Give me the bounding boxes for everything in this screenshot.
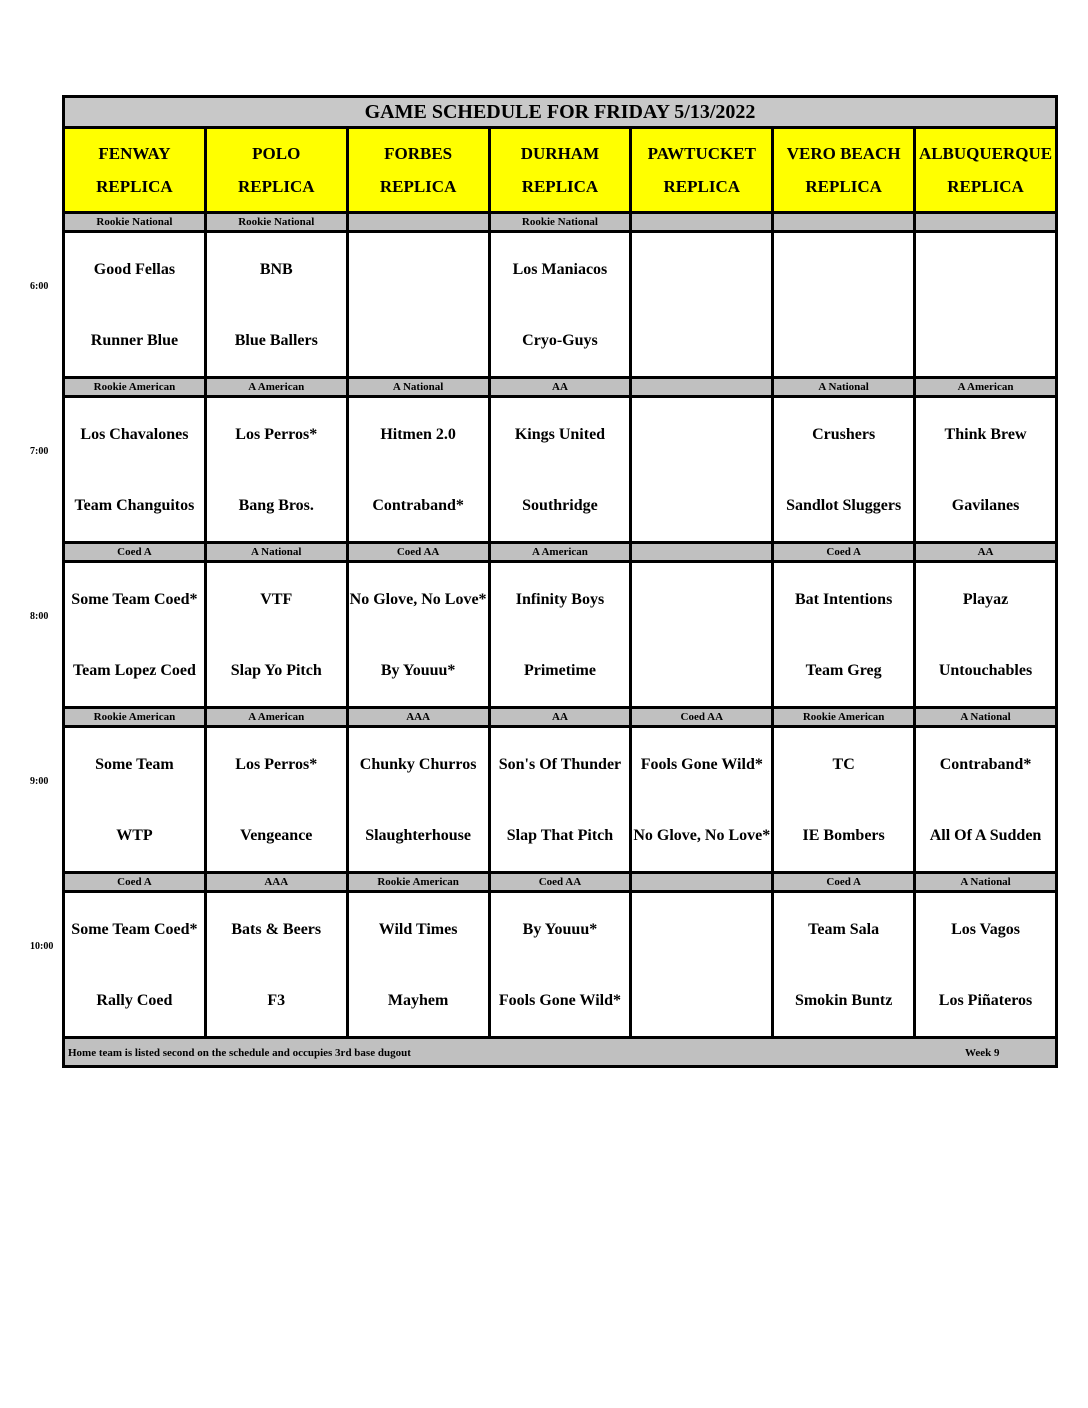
field-name: FENWAY bbox=[98, 144, 171, 163]
division-label: A National bbox=[773, 378, 915, 397]
home-team: Cryo-Guys bbox=[522, 331, 598, 349]
away-team: By Youuu* bbox=[522, 920, 598, 938]
away-team bbox=[632, 399, 771, 470]
division-label bbox=[915, 213, 1057, 232]
field-header bbox=[631, 128, 773, 213]
division-label bbox=[773, 213, 915, 232]
division-label: Coed A bbox=[64, 873, 206, 892]
away-team: Chunky Churros bbox=[359, 755, 477, 773]
game-cell bbox=[205, 397, 347, 543]
field-name: POLO bbox=[252, 144, 301, 163]
schedule-title: GAME SCHEDULE FOR FRIDAY 5/13/2022 bbox=[64, 97, 1057, 128]
field-header-row bbox=[64, 128, 1057, 213]
home-team bbox=[632, 635, 771, 706]
home-team: WTP bbox=[116, 826, 153, 844]
game-cell bbox=[347, 397, 489, 543]
division-label: Rookie American bbox=[64, 378, 206, 397]
game-cell bbox=[631, 727, 773, 873]
division-label bbox=[631, 873, 773, 892]
away-team: Son's Of Thunder bbox=[498, 755, 622, 773]
game-cell bbox=[915, 232, 1057, 378]
division-label: A National bbox=[205, 543, 347, 562]
away-team: Good Fellas bbox=[93, 260, 176, 278]
away-team: No Glove, No Love* bbox=[349, 590, 487, 608]
away-team: Infinity Boys bbox=[515, 590, 605, 608]
field-name: PAWTUCKET bbox=[647, 144, 756, 163]
away-team: BNB bbox=[259, 260, 293, 278]
away-team: Think Brew bbox=[944, 425, 1027, 443]
division-row bbox=[64, 873, 1057, 892]
away-team bbox=[632, 894, 771, 965]
game-cell bbox=[773, 397, 915, 543]
game-row bbox=[64, 892, 1057, 1038]
division-label: A National bbox=[915, 708, 1057, 727]
home-team: By Youuu* bbox=[380, 661, 456, 679]
home-team: Blue Ballers bbox=[234, 331, 318, 349]
division-label: A American bbox=[205, 708, 347, 727]
game-cell bbox=[205, 232, 347, 378]
field-header bbox=[915, 128, 1057, 213]
away-team: Some Team Coed* bbox=[71, 590, 198, 608]
field-name: FORBES bbox=[384, 144, 453, 163]
home-team: Fools Gone Wild* bbox=[498, 991, 621, 1009]
game-cell bbox=[631, 562, 773, 708]
division-label: Rookie National bbox=[205, 213, 347, 232]
division-label bbox=[631, 378, 773, 397]
game-cell bbox=[489, 562, 631, 708]
away-team: Team Sala bbox=[808, 920, 880, 938]
away-team bbox=[632, 234, 771, 305]
home-team: Slap That Pitch bbox=[506, 826, 614, 844]
division-row bbox=[64, 708, 1057, 727]
division-label: A American bbox=[205, 378, 347, 397]
home-team: Primetime bbox=[523, 661, 596, 679]
division-label: Rookie National bbox=[489, 213, 631, 232]
game-cell bbox=[773, 232, 915, 378]
home-team bbox=[632, 305, 771, 376]
division-label bbox=[347, 213, 489, 232]
field-type: REPLICA bbox=[663, 177, 741, 196]
away-team: Crushers bbox=[812, 425, 876, 443]
game-cell bbox=[915, 727, 1057, 873]
game-cell bbox=[64, 727, 206, 873]
division-label: Coed AA bbox=[489, 873, 631, 892]
away-team: Wild Times bbox=[378, 920, 458, 938]
field-type: REPLICA bbox=[96, 177, 173, 196]
away-team: Los Maniacos bbox=[512, 260, 608, 278]
away-team: Kings United bbox=[514, 425, 606, 443]
away-team: Some Team bbox=[95, 755, 174, 773]
time-label: 10:00 bbox=[30, 940, 54, 952]
time-label: 7:00 bbox=[30, 445, 49, 457]
away-team: Bats & Beers bbox=[231, 920, 322, 938]
game-cell bbox=[631, 232, 773, 378]
field-header bbox=[773, 128, 915, 213]
field-name: ALBUQUERQUE bbox=[918, 144, 1053, 163]
time-label: 8:00 bbox=[30, 610, 49, 622]
time-label: 6:00 bbox=[30, 280, 49, 292]
away-team: Los Perros* bbox=[235, 425, 318, 443]
home-team bbox=[774, 305, 913, 376]
game-cell bbox=[773, 562, 915, 708]
home-team: Slap Yo Pitch bbox=[230, 661, 322, 679]
home-team: Southridge bbox=[522, 496, 598, 514]
game-cell bbox=[205, 892, 347, 1038]
game-row bbox=[64, 562, 1057, 708]
away-team: Los Vagos bbox=[951, 920, 1020, 938]
footer-note: Home team is listed second on the schedule and occupies 3rd base dugout bbox=[68, 1047, 411, 1059]
game-row bbox=[64, 397, 1057, 543]
game-cell bbox=[64, 397, 206, 543]
game-row bbox=[64, 232, 1057, 378]
division-label bbox=[631, 543, 773, 562]
field-header bbox=[347, 128, 489, 213]
division-label: Coed AA bbox=[347, 543, 489, 562]
division-label: AA bbox=[489, 378, 631, 397]
field-header bbox=[64, 128, 206, 213]
game-cell bbox=[205, 562, 347, 708]
away-team bbox=[774, 234, 913, 305]
home-team bbox=[916, 305, 1055, 376]
game-row bbox=[64, 727, 1057, 873]
home-team: Team Changuitos bbox=[74, 496, 195, 514]
division-label: Coed A bbox=[64, 543, 206, 562]
away-team: Los Chavalones bbox=[80, 425, 189, 443]
game-cell bbox=[915, 562, 1057, 708]
away-team: Contraband* bbox=[939, 755, 1032, 773]
away-team: Fools Gone Wild* bbox=[640, 755, 763, 773]
game-cell bbox=[64, 562, 206, 708]
time-label: 9:00 bbox=[30, 775, 49, 787]
home-team: F3 bbox=[267, 991, 286, 1009]
home-team: Vengeance bbox=[240, 826, 313, 844]
home-team: Gavilanes bbox=[951, 496, 1020, 514]
game-cell bbox=[64, 232, 206, 378]
game-cell bbox=[64, 892, 206, 1038]
division-label: A National bbox=[915, 873, 1057, 892]
home-team bbox=[632, 470, 771, 541]
game-cell bbox=[347, 562, 489, 708]
away-team bbox=[349, 234, 488, 305]
away-team: TC bbox=[832, 755, 855, 773]
home-team: Rally Coed bbox=[96, 991, 173, 1009]
home-team bbox=[632, 965, 771, 1036]
division-row bbox=[64, 213, 1057, 232]
home-team: IE Bombers bbox=[802, 826, 885, 844]
home-team: Team Greg bbox=[805, 661, 882, 679]
game-cell bbox=[773, 892, 915, 1038]
home-team: All Of A Sudden bbox=[929, 826, 1042, 844]
game-cell bbox=[489, 892, 631, 1038]
division-label: Rookie American bbox=[347, 873, 489, 892]
away-team: Hitmen 2.0 bbox=[380, 425, 456, 443]
away-team: Playaz bbox=[962, 590, 1009, 608]
division-row bbox=[64, 543, 1057, 562]
home-team: Team Lopez Coed bbox=[72, 661, 196, 679]
game-cell bbox=[773, 727, 915, 873]
away-team: Los Perros* bbox=[235, 755, 318, 773]
field-header bbox=[205, 128, 347, 213]
division-label: Rookie American bbox=[773, 708, 915, 727]
field-type: REPLICA bbox=[521, 177, 599, 196]
division-label: AAA bbox=[347, 708, 489, 727]
game-cell bbox=[489, 727, 631, 873]
home-team: Los Piñateros bbox=[938, 991, 1033, 1009]
field-type: REPLICA bbox=[379, 177, 457, 196]
division-label bbox=[631, 213, 773, 232]
division-label: A American bbox=[489, 543, 631, 562]
game-cell bbox=[347, 727, 489, 873]
footer bbox=[64, 1038, 1057, 1067]
game-cell bbox=[489, 232, 631, 378]
footer-row bbox=[64, 1038, 1057, 1067]
home-team: Contraband* bbox=[372, 496, 464, 514]
division-label: Coed A bbox=[773, 873, 915, 892]
home-team: Smokin Buntz bbox=[794, 991, 893, 1009]
home-team: Bang Bros. bbox=[238, 496, 314, 514]
game-cell bbox=[347, 892, 489, 1038]
division-label: AA bbox=[489, 708, 631, 727]
division-label: AA bbox=[915, 543, 1057, 562]
home-team bbox=[349, 305, 488, 376]
division-label: A American bbox=[915, 378, 1057, 397]
game-cell bbox=[915, 397, 1057, 543]
field-type: REPLICA bbox=[947, 177, 1024, 196]
field-name: DURHAM bbox=[520, 144, 600, 163]
game-cell bbox=[631, 892, 773, 1038]
game-cell bbox=[347, 232, 489, 378]
away-team bbox=[632, 564, 771, 635]
away-team: Bat Intentions bbox=[794, 590, 893, 608]
game-cell bbox=[631, 397, 773, 543]
home-team: No Glove, No Love* bbox=[633, 826, 771, 844]
division-label: Rookie American bbox=[64, 708, 206, 727]
field-type: REPLICA bbox=[805, 177, 882, 196]
division-label: Coed AA bbox=[631, 708, 773, 727]
game-cell bbox=[915, 892, 1057, 1038]
game-cell bbox=[205, 727, 347, 873]
division-label: Rookie National bbox=[64, 213, 206, 232]
schedule-table bbox=[62, 95, 1058, 1068]
field-type: REPLICA bbox=[238, 177, 315, 196]
home-team: Sandlot Sluggers bbox=[786, 496, 902, 514]
home-team: Mayhem bbox=[387, 991, 449, 1009]
home-team: Untouchables bbox=[938, 661, 1033, 679]
away-team bbox=[916, 234, 1055, 305]
division-label: Coed A bbox=[773, 543, 915, 562]
away-team: Some Team Coed* bbox=[71, 920, 198, 938]
home-team: Slaughterhouse bbox=[365, 826, 471, 844]
field-name: VERO BEACH bbox=[786, 144, 901, 163]
division-label: A National bbox=[347, 378, 489, 397]
game-cell bbox=[489, 397, 631, 543]
division-label: AAA bbox=[205, 873, 347, 892]
away-team: VTF bbox=[260, 590, 293, 608]
field-header bbox=[489, 128, 631, 213]
division-row bbox=[64, 378, 1057, 397]
week-label: Week 9 bbox=[965, 1047, 1000, 1059]
home-team: Runner Blue bbox=[90, 331, 179, 349]
